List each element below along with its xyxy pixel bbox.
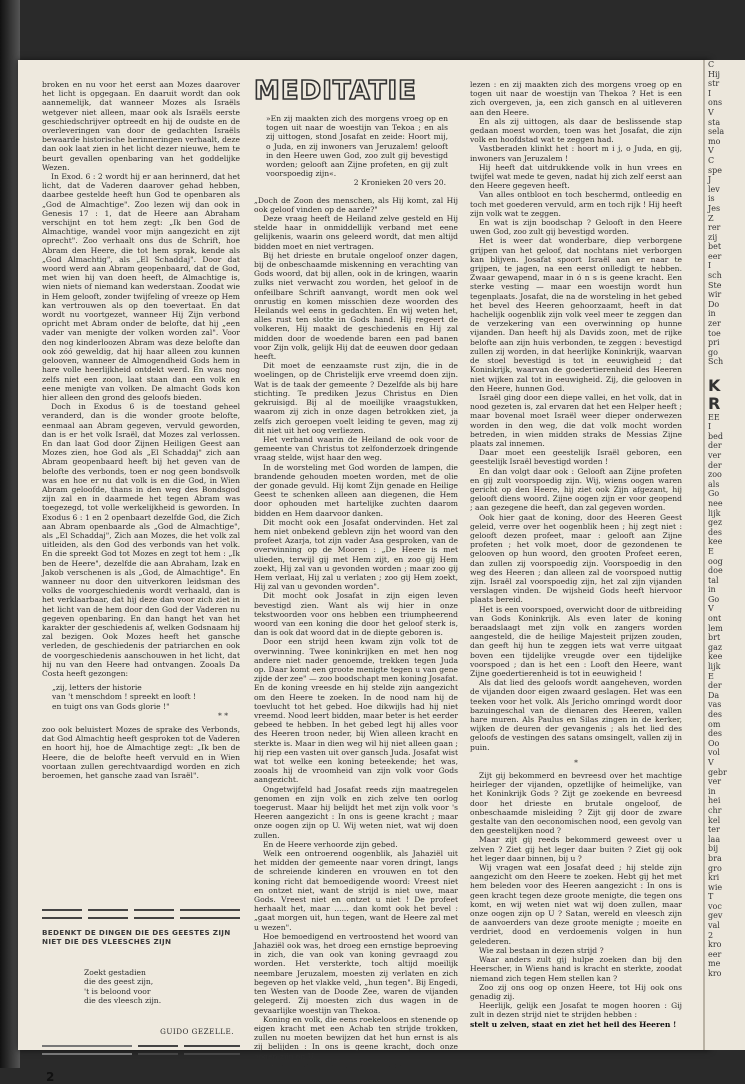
col2-paragraph: Dit moet de eenzaamste rust zijn, die in de woelingen, op de Christelijk erve vreemd doen zijn. Wat is de taak der gemeente ? Dezelfde als bij hare stichting. Te prediken Jezus Christus en Dien gekruisigd. Bij al de moeilijke vraagstukken, waarom zij zich in onze dagen betrokken ziet, ja zelfs zich geroepen voelt leiding te geven, mag zij dit niet uit het oog verliezen.	[254, 361, 458, 435]
verse-line: en tuigt ons van Gods glorie !"	[52, 701, 170, 711]
facing-page-line: V	[708, 107, 714, 117]
facing-page-line: des	[708, 710, 722, 719]
facing-page-line: Ste	[708, 280, 722, 290]
facing-page-line: T	[708, 892, 714, 902]
verse-line: van 't menschdom ! spreekt en looft !	[52, 692, 196, 702]
col1-paragraph: broken en nu voor het eerst aan Mozes daarover het licht is opgegaan. En daaruit wordt dan ook aannemelijk, dat wanneer Mozes als Israëls wetgever niet alleen, maar ook als Israëls eerste geschiedschrijver optreedt en hij de oudste en de overleveringen van door de gedachten Israëls bewaarde historische herinneringen verhaalt, deze dan ook laat zien in het licht dezer nieuwe, hem te beurt gevallen openbaring van het goddelijke Wezen.	[42, 80, 240, 172]
facing-page-line: kro	[708, 969, 722, 979]
facing-page-line: gev	[708, 911, 723, 921]
facing-page-line: E	[708, 671, 714, 681]
ornament-segment	[88, 909, 128, 919]
facing-page-line: Sch	[708, 357, 724, 367]
col3-paragraph: Israël ging door een diepe vallei, en het volk, dat in nood gezeten is, zal ervaren dat het een Helper heeft ; maar bovenal moet Israël weer dieper onderwezen worden in den weg, die dat volk mocht worden betreden, in wien midden straks de Messias Zijne plaats zal innemen.	[470, 392, 682, 448]
facing-page-line: als	[708, 479, 720, 489]
facing-page-line: V	[708, 146, 714, 156]
facing-page-line: voc	[708, 901, 722, 911]
facing-page-line: kel	[708, 815, 721, 825]
binding-gutter	[0, 0, 20, 1068]
magazine-page	[18, 60, 710, 1084]
da-costa-verse	[42, 683, 240, 720]
col2-paragraph: Door een strijd heen kwam zijn volk tot de overwinning. Twee koninkrijken en met hen nog andere niet nader genoemde, trekken tegen Juda op. Daar komt een groote menigte tegen u van gene zijde der zee" — zoo boodschapt men koning Josafat. En de koning vreesde en hij stelde zijn aangezicht om den Heere te zoeken. In de nood nam hij de toevlucht tot het gebed. Hoe dikwijls had hij niet vreemd. Nood leert bidden, maar beter is het eerder gebeed te hebben. In het gebed legt hij alles voor des Heeren troon neder, bij Wien alleen kracht en sterkte is. Maar in dien weg wil hij niet alleen gaan ; hij riep een vasten uit over gansch Juda. Josafat wist wat tot welke een koning beteekende; het was, zooals hij de vroomheid van zijn volk voor Gods aangezicht.	[254, 637, 458, 785]
facing-page-line: om	[708, 719, 721, 729]
col1-closing: zoo ook beluistert Mozes de sprake des Verbonds, dat God Almachtig heeft gesproken tot de Vaderen en hoort hij, hoe de Almachtige zegt: „Ik ben de Heere, die de belofte heeft vervuld en in Wien voortaan zullen gerechtvaardigd worden en zich beroemen, het gansche zaad van Israël".	[42, 725, 240, 781]
facing-page-line: zer	[708, 319, 721, 329]
col2-paragraph: Dit mocht ook een Josafat ondervinden. Het zal hem niet onbekend geblevn zijn het woord van den profeet Azarja, tot zijn vader Asa gesproken, van de overwinning op de Mooren : „De Heere is met ulieden, terwijl gij met Hem zijt, en zoo gij Hem zoekt, Hij zal van u gevonden worden ; maar zoo gij Hem verlaat, Hij zal u verlaten ; zoo gij Hem zoekt, Hij zal van u gevonden worden".	[254, 517, 458, 592]
col3-paragraph: Heerlijk, gelijk een Josafat te mogen hooren : Gij zult in dezen strijd niet te strijden hebben :	[470, 1001, 682, 1020]
facing-page-line: Jes	[708, 203, 721, 213]
facing-page-line: ter	[708, 825, 720, 835]
facing-page-line: brt	[708, 633, 721, 643]
facing-page-line: zoo	[708, 470, 722, 480]
ornament-segment	[184, 1045, 240, 1055]
facing-page-line: ont	[708, 614, 722, 624]
facing-page-line: hei	[708, 796, 721, 806]
facing-page-line: str	[708, 79, 720, 89]
col3-paragraph: Ook hier gaat de koning, door des Heeren Geest geleid, verre over het oogenblik heen ; hij zegt niet : gelooft dezen profeet, maar : gelooft aan Zijne profeten ; het volk moet, door de gezondenen te gelooven op hun woord, den grooten Profeet eeren, dan zullen zij voorspoedig zijn. Voorspoedig in den weg des Heeren ; dan alleen zal de voorspoed nuttig zijn. Israël zal voorspoedig zijn, het zal zijn vijanden verslagen vinden. De wijsheid Gods heeft hiervoor plaats bereid.	[470, 512, 682, 605]
facing-page-line: chr	[708, 805, 722, 815]
facing-page-line: eer	[708, 949, 722, 959]
poem-line: 't is beloond voor	[84, 986, 151, 996]
verse-mark: * *	[217, 710, 228, 720]
col3-paragraph: Daar moet een geestelijk Israël geboren, een geestelijk Israël bevestigd worden !	[470, 448, 682, 467]
facing-page-line: sch	[708, 271, 722, 281]
col3-paragraph: Het is weer dat wonderbare, diep verborgene grijpen van het geloof, dat nochtans niet verborgen kan blijven. Josafat spoort Israël aan er naar te grijpen, te jagen, na een eerst onlledigt te hebben. Zwaar gewapend, maar in ó n s is geene kracht. Een sterke vesting — maar een woestijn wordt hun tegenplaats. Josafat, die na de worsteling in het gebed het bevel des Heeren gehoorzaamt, heeft in dat hachelijk oogenblik zijn volk veel meer te zeggen dan de verzekering van een overwinning op hunne vijanden. Dan heeft hij als Davids zoon, met de rijke belofte aan zijn huis verbonden, te zeggen : bevestigd zullen zij worden, in dat heerlijke Koninkrijk, waarvan de stoel bevestigd is tot in eeuwigheid ; dat Koninkrijk, waarvan de goedertierenheid des Heeren niet wijken zal tot in eeuwigheid. Zij, die gelooven in den Heere, hunnen God.	[470, 236, 682, 393]
col3-paragraph: Van alles ontbloot en toch beschermd, ontleedig en toch met goederen vervuld, arm en toch rijk ! Hij heeft zijn volk wat te zeggen.	[470, 190, 682, 218]
facing-page-line: eer	[708, 251, 722, 261]
poem-line: Zoekt gestadien	[84, 968, 146, 977]
facing-page-line: in	[708, 585, 716, 595]
col3-paragraph: En dan volgt daar ook : Gelooft aan Zijne profeten en gij zult voorspoedig zijn. Wij, wiens oogen waren gericht op den Heere, hij ziet ook Zijn afgezant, hij gelooft diens woord. Zijne oogen zijn er voor geopend ; aan gezegene die heeft, dan zal gegeven worden.	[470, 466, 682, 513]
verse-line: „zij, letters der historie	[52, 683, 142, 693]
ornament-segment	[180, 909, 240, 919]
facing-page-line: zij	[708, 232, 718, 242]
facing-page-line: Hij	[708, 69, 721, 79]
facing-page-line: kro	[708, 940, 722, 950]
ornament-segment	[138, 1045, 178, 1055]
gezelle-poem	[84, 968, 244, 1006]
meditatie-title: MEDITATIE	[254, 76, 417, 106]
col2-paragraph: Deze vraag heeft de Heiland zelve gesteld en Hij stelde haar in onmiddellijk verband met eene gelijkenis, waarin ons geleerd wordt, dat men altijd bidden moet en niet vertragen.	[254, 214, 458, 251]
facing-page-line: kee	[708, 537, 723, 547]
facing-page-line: in	[708, 309, 716, 319]
col2-paragraph: Koning en volk, die eens roekeloos en stenende op eigen kracht met een Achab ten strijde trokken, zullen nu moeten bewijzen dat het hun ernst is als zij belijden : In ons is geene kracht, doch onze oogen zijn op U.	[254, 1014, 458, 1061]
facing-page-line: sela	[708, 127, 725, 137]
column-left	[42, 80, 240, 910]
facing-page-line: rer	[708, 223, 721, 233]
facing-page-line: der	[708, 460, 722, 470]
col2-paragraph: Hoe bemoedigend en vertroostend het woord van Jahaziël ook was, het droeg een ernstige beproeving in zich, die van ook van koning gevraagd zou worden. Het versterkte, toch altijd moeilijk neembare Jeruzalem, moesten zij verlaten en zich begeven op het vlakke veld, „hun tegen". Bij Engedi, ten Westen van de Doode Zee, waren de vijanden gelegerd. Zij moesten zich dus wagen in de gevaarlijke woestijn van Thekoa.	[254, 931, 458, 1015]
facing-page-line: sta	[708, 117, 721, 127]
gezelle-heading: BEDENKT DE DINGEN DIE DES GEESTES ZIJN NIET DIE DES VLEESCHES ZIJN	[42, 928, 231, 947]
facing-page-line: K	[708, 375, 721, 395]
poem-author: GUIDO GEZELLE.	[160, 1027, 234, 1036]
facing-page-line: Z	[708, 213, 714, 223]
col3-paragraph: Waar anders zult gij hulpe zoeken dan bij den Heerscher, in Wiens hand is kracht en sterkte, zoodat niemand zich tegen Hem stellen kan ?	[470, 955, 682, 983]
ornament-segment	[42, 909, 82, 919]
facing-page-line: wir	[708, 290, 722, 300]
col3-paragraph: Zoo zij ons oog op onzen Heere, tot Hij ook ons genadig zij.	[470, 982, 682, 1001]
poem-line: die des geest zijn,	[84, 977, 154, 987]
col3-paragraph: Maar zijt gij reeds bekommerd geweest over u zelven ? Ziet gij het leger daar buiten ? Ziet gij ook het leger daar binnen, bij u ?	[470, 835, 682, 863]
col2-paragraph: Welk een ontroerend oogenblik, als Jahaziël uit het midden der gemeente naar voren dringt, langs de schreiende kinderen en vrouwen en tot den koning richt dat bemoedigende woord: Vreest niet en ontzet niet, want de strijd is niet uwe, maar Gods. Vreest niet en ontzet u niet ! De profeet herhaalt het, maar ...... dan komt ook het bevel : „gaat morgen uit, hun tegen, want de Heere zal met u wezen".	[254, 849, 458, 932]
facing-page-line: I	[708, 261, 712, 271]
col1-paragraph: Doch in Exodus 6 is de toestand geheel veranderd, dan is die wonder groote belofte, eenmaal aan Abram gegeven, vervuld geworden, dan is er het volk Israël, dat Mozes zal verlossen. En dan laat God door Zijnen Heiligen Geest aan Mozes zien, hoe God als „El Schaddaj" zich aan Abram geopenbaard heeft bij het geven van de belofte des verbonds, toen er nog geen bondsvolk was en hoe er nu dat volk is en die God, in Wien Abram geloofde, thans in den weg des Bondsgod zijn zal en in daarmede het tegen Abram was toegezegd, tot volle werkelijkheid is geworden. In Exodus 6 : 1 en 2 openbaart dezelfde God, die Zich aan Abram openbaarde als „God de Almachtige", als „El Schaddaj", Zich aan Mozes, die het volk zal uitleiden, als den God des verbonds van het volk. En die spreekt God tot Mozes en zegt tot hem : „Ik ben de Heere", dezelfde die aan Abraham, Izak en Jakob verschenen is als „God, de Almachtige". En wanneer nu door den uitverkoren leidsman des volks de voorgeschiedenis wordt verhaald, dan is het verklaarbaar, dat hij deze dan voor zich ziet in het licht van de hem door den God der Vaderen nu gegeven openbaring. En dan hangt het van het karakter der geschiedenis af, welken Godsnaam hij zal bezigen. Ook Mozes heeft het gansche verleden, de geschiedenis der patriarchen en ook de voorgeschiedenis aanschouwen in het licht, dat hij nu van den Heere had ontvangen. Zooals Da Costa heeft gezongen:	[42, 402, 240, 678]
facing-page-line: doe	[708, 566, 723, 576]
facing-page-line: lijk	[708, 508, 721, 518]
facing-page-line: in	[708, 786, 716, 796]
col2-paragraph: Gevoelen wij nu wat daarachter staat, als wij	[263, 1060, 437, 1070]
facing-page-line: lev	[708, 184, 720, 194]
poem-line: die des vleesch zijn.	[84, 996, 162, 1006]
facing-page-line: Go	[708, 594, 720, 604]
facing-page-line: gro	[708, 863, 722, 873]
facing-page-line: oog	[708, 556, 723, 566]
col3-paragraph: En wat is zijn boodschap ? Gelooft in den Heere uwen God, zoo zult gij bevestigd worden.	[470, 218, 682, 237]
facing-page-text	[705, 60, 745, 979]
meditatie-motto: »En zij maakten zich des morgens vroeg op en togen uit naar de woestijn van Tekoa ; en als zij uittogen, stond Josafat en zeide: Hoort mij, o Juda, en zij inwoners van Jeruzalem! gelooft in den Heere uwen God, zoo zult gij bevestigd worden; gelooft aan Zijne profeten, en gij zult voorspoedig zijn«.	[266, 114, 448, 179]
facing-page-line: der	[708, 681, 722, 691]
facing-page-line: gaz	[708, 642, 723, 652]
col3-final-line: stelt u zelven, staat en ziet het heil des Heeren !	[470, 1019, 677, 1029]
facing-page-line: lem	[708, 623, 723, 633]
facing-page-line: E	[708, 546, 714, 556]
column-right	[470, 80, 682, 1048]
facing-page-line: Da	[708, 690, 720, 700]
facing-page-line: ons	[708, 98, 723, 108]
col2-paragraph: En de Heere verhoorde zijn gebed.	[263, 839, 398, 849]
facing-page-line: R	[708, 393, 721, 413]
column-middle	[254, 74, 458, 1070]
facing-page-line: tal	[708, 575, 719, 585]
col3-paragraph: Wie zal bestaan in dezen strijd ?	[479, 945, 604, 955]
section-star: *	[574, 757, 578, 767]
facing-page-line: spe	[708, 165, 722, 175]
facing-page-line: bra	[708, 853, 722, 863]
col2-paragraph: Bij het drieste en brutale ongeloof onzer dagen, bij de onbeschaamde miskenning en verachting van Gods woord, dat bij allen, ook in de kringen, waarin zulks niet verwacht zou worden, het geloof in de onfeilbare Schrift aanvangt, wordt men ook wel onrustig en komen misschien deze woorden des Heilands wel eens in gedachten. En wij weten het, alles rust ten slotte in Gods hand. Hij regeert de volkeren, Hij maakt de geschiedenis en Hij zal midden door de woedende baren een pad banen voor Zijn volk, gelijk Hij dat de eeuwen door gedaan heeft.	[254, 250, 458, 362]
facing-page-line: C	[708, 155, 715, 165]
col3-paragraph: Het is een voorspoed, overwicht door de uitbreiding van Gods Koninkrijk. Als even later de koning beraadslaagt met zijn volk en zangers worden aangesteld, die de heilige Majesteit prijzen zouden, dan geeft hij hun te zeggen iets wat verre uitgaat boven een tijdelijke vreugde over een tijdelijke voorspoed ; dan is het een : Looft den Heere, want Zijne goedertierenheid is tot in eeuwigheid !	[470, 604, 682, 678]
col3-paragraph: Vastberaden klinkt het : hoort m i j, o Juda, en gij, inwoners van Jeruzalem !	[470, 144, 682, 163]
col2-paragraph: Dit mocht ook Josafat in zijn eigen leven bevestigd zien. Want als wij hier in onze tekstwoorden voor ons hebben een triumpheerend woord van een koning die door het geloof sterk is, dan is ook dat woord dat in de diepte geboren is.	[254, 591, 458, 638]
facing-page-line: toe	[708, 328, 721, 338]
ornament-band-top	[42, 906, 240, 920]
facing-page-line: is	[708, 194, 715, 204]
facing-page-line: des	[708, 527, 722, 537]
col3-paragraph: En als zij uittogen, als daar de beslissende stap gedaan moest worden, toen was het Josafat, die zijn volk en hoofdstad wat te zeggen had.	[470, 116, 682, 145]
facing-page-line: lijk	[708, 662, 721, 672]
facing-page-line: nee	[708, 498, 723, 508]
facing-page-line: ver	[708, 777, 722, 787]
facing-page-line: bet	[708, 242, 722, 252]
facing-page-line: des	[708, 729, 722, 739]
facing-page-line: bed	[708, 431, 723, 441]
facing-page-line: kee	[708, 652, 723, 662]
col2-paragraph: In de worsteling met God worden de lampen, die brandende gehouden moeten worden, met de olie der gonade gevuld. Hij komt Zijn genade en Heilige Geest te schenken alleen aan diegenen, die Hem door ophouden met hartelijke zuchten daarom bidden en Hem daarvoor danken.	[254, 462, 458, 518]
facing-page-line: go	[708, 347, 718, 357]
facing-page-line: gebr	[708, 767, 727, 777]
facing-page-line: I	[708, 88, 712, 98]
facing-page-line: Oo	[708, 738, 720, 748]
page-number: 2	[46, 1070, 55, 1084]
facing-page-line: EE	[708, 412, 720, 422]
col2-paragraph: Ongetwijfeld had Josafat reeds zijn maatregelen genomen en zijn volk en zich zelve ten oorlog toegerust. Maar hij belijdt het met zijn volk voor 's Heeren aangezicht : In ons is geene kracht ; maar onze oogen zijn op U. Wij weten niet, wat wij doen zullen.	[254, 784, 458, 840]
ornament-segment	[42, 1045, 132, 1055]
facing-page-edge	[703, 60, 745, 1050]
facing-page-line: pri	[708, 338, 720, 348]
facing-page-line: V	[708, 604, 714, 614]
facing-page-line: val	[708, 921, 720, 931]
facing-page-line: me	[708, 959, 721, 969]
facing-page-line: J	[708, 175, 712, 185]
facing-page-line: ver	[708, 450, 722, 460]
motto-reference: 2 Kronieken 20 vers 20.	[353, 178, 446, 188]
facing-page-line: C	[708, 60, 715, 69]
col3-paragraph: Wij vragen wat een Josafat deed ; hij stelde zijn aangezicht om den Heere te zoeken. Hebt gij het met hem beleden voor des Heeren aangezicht : In ons is geen kracht tegen deze groote menigte, die tegen ons komt, en wij weten niet wat wij doen zullen, maar onze oogen zijn op U ? Satan, wereld en vleesch zijn de aanvoerders van deze groote menigte ; moeite en verdriet, dood en verdoemenis volgen in hun gelederen.	[470, 863, 682, 946]
facing-page-line: laa	[708, 834, 721, 844]
facing-page-line: vol	[708, 748, 720, 758]
col1-paragraph: In Exod. 6 : 2 wordt hij er aan herinnerd, dat het licht, dat de Vaderen daarover gehad hebben, daarbee gestelde heeft hun God te openbaren als „God de Almachtige". Zoo lezen wij dan ook in Genesis 17 : 1, dat de Heere aan Abraham verschijnt en tot hem zegt: „Ik ben God de Almachtige, wandel voor mijn aangezicht en zijt oprecht". Zoo verhaalt ons dus de Schrift, hoe Abram den Heere, die tot hem sprak, kende als „God Almachtig", als „El Schaddaj". Door dat woord werd aan Abram geopenbaard, dat de God, met wien hij van doen heeft, de Almachtige is, wien niets of niemand kan wederstaan. Zoodat wie in Hem gelooft, zonder twijfeling of vreeze op Hem kan vertrouwen als op den toevertaat. En dat wordt nu voortgezet, wanneer Hij Zijn verbond opricht met Abram onder de belofte, dat hij „een vader van menigte der volken worden zal". Voor den nog kinderloozen Abram was deze belofte dan ook zóó geweldig, dat hij haar alleen zou kunnen gelooven, wanneer de Almogendheid Gods hem in hare volle heerlijkheid ontdekt werd. En was nog zelfs niet een zoon, laat staan dan een volk en eene menigte van volken. De almacht Gods kon hier alleen den grond des geloofs bieden.	[42, 172, 240, 402]
facing-page-line: vas	[708, 700, 722, 710]
col3-paragraph: Zijt gij bekommerd en bevreesd over het machtige heirleger der vijanden, opzetlijke of heimelijke, van het Koninkrijk Gods ? Zijt ge zoekende en bevreesd door het drieste en brutale ongeloof, de onbeschaamde misleiding ? Zijt gij door de zware gestalte van den oeconomischen nood, een gevolg van den geestelijken nood ?	[470, 771, 682, 836]
facing-page-line: V	[708, 757, 714, 767]
col3-paragraph: Hij heeft dat uitdrukkende volk in hun vrees en twijfel wat mede te geven, nadat hij zich zelf eerst aan den Heere gegeven heeft.	[470, 162, 682, 191]
facing-page-line: I	[708, 422, 712, 432]
facing-page-line: kri	[708, 873, 720, 883]
facing-page-line: 2	[708, 930, 714, 940]
col3-paragraph: Als dat lied des geloofs wordt aangeheven, worden de vijanden door eigen zwaard geslagen. Het was een teeken voor het volk. Als Jericho omringd wordt door bazuingeschal van de dienaren des Heeren, vallen hare muren. Als Paulus en Silas zingen in de kerker, wijken de deuren der gevangenis ; als het lied des geloofs de vestingen des satans omsingelt, vallen zij in puin.	[470, 678, 682, 752]
col2-paragraph: Het verband waarin de Heiland de ook voor de gemeente van Christus tot zelfonderzoek dringende vraag stelde, wijst haar den weg.	[254, 434, 458, 463]
facing-page-line: Go	[708, 489, 720, 499]
ornament-band-bottom	[42, 1042, 240, 1056]
facing-page-line: bij	[708, 844, 719, 854]
facing-page-line: wie	[708, 882, 723, 892]
col3-paragraph: lezen : en zij maakten zich des morgens vroeg op en togen uit naar de woestijn van Thekoa ? Het is een zich overgeven, ja, een zich gansch en al uitleveren aan den Heere.	[470, 80, 682, 117]
facing-page-line: Do	[708, 299, 720, 309]
col2-paragraph: „Doch de Zoon des menschen, als Hij komt, zal Hij ook geloof vinden op de aarde?"	[254, 195, 458, 214]
facing-page-line: der	[708, 441, 722, 451]
facing-page-line: gez	[708, 518, 723, 528]
ornament-segment	[134, 909, 174, 919]
facing-page-line: mo	[708, 136, 721, 146]
